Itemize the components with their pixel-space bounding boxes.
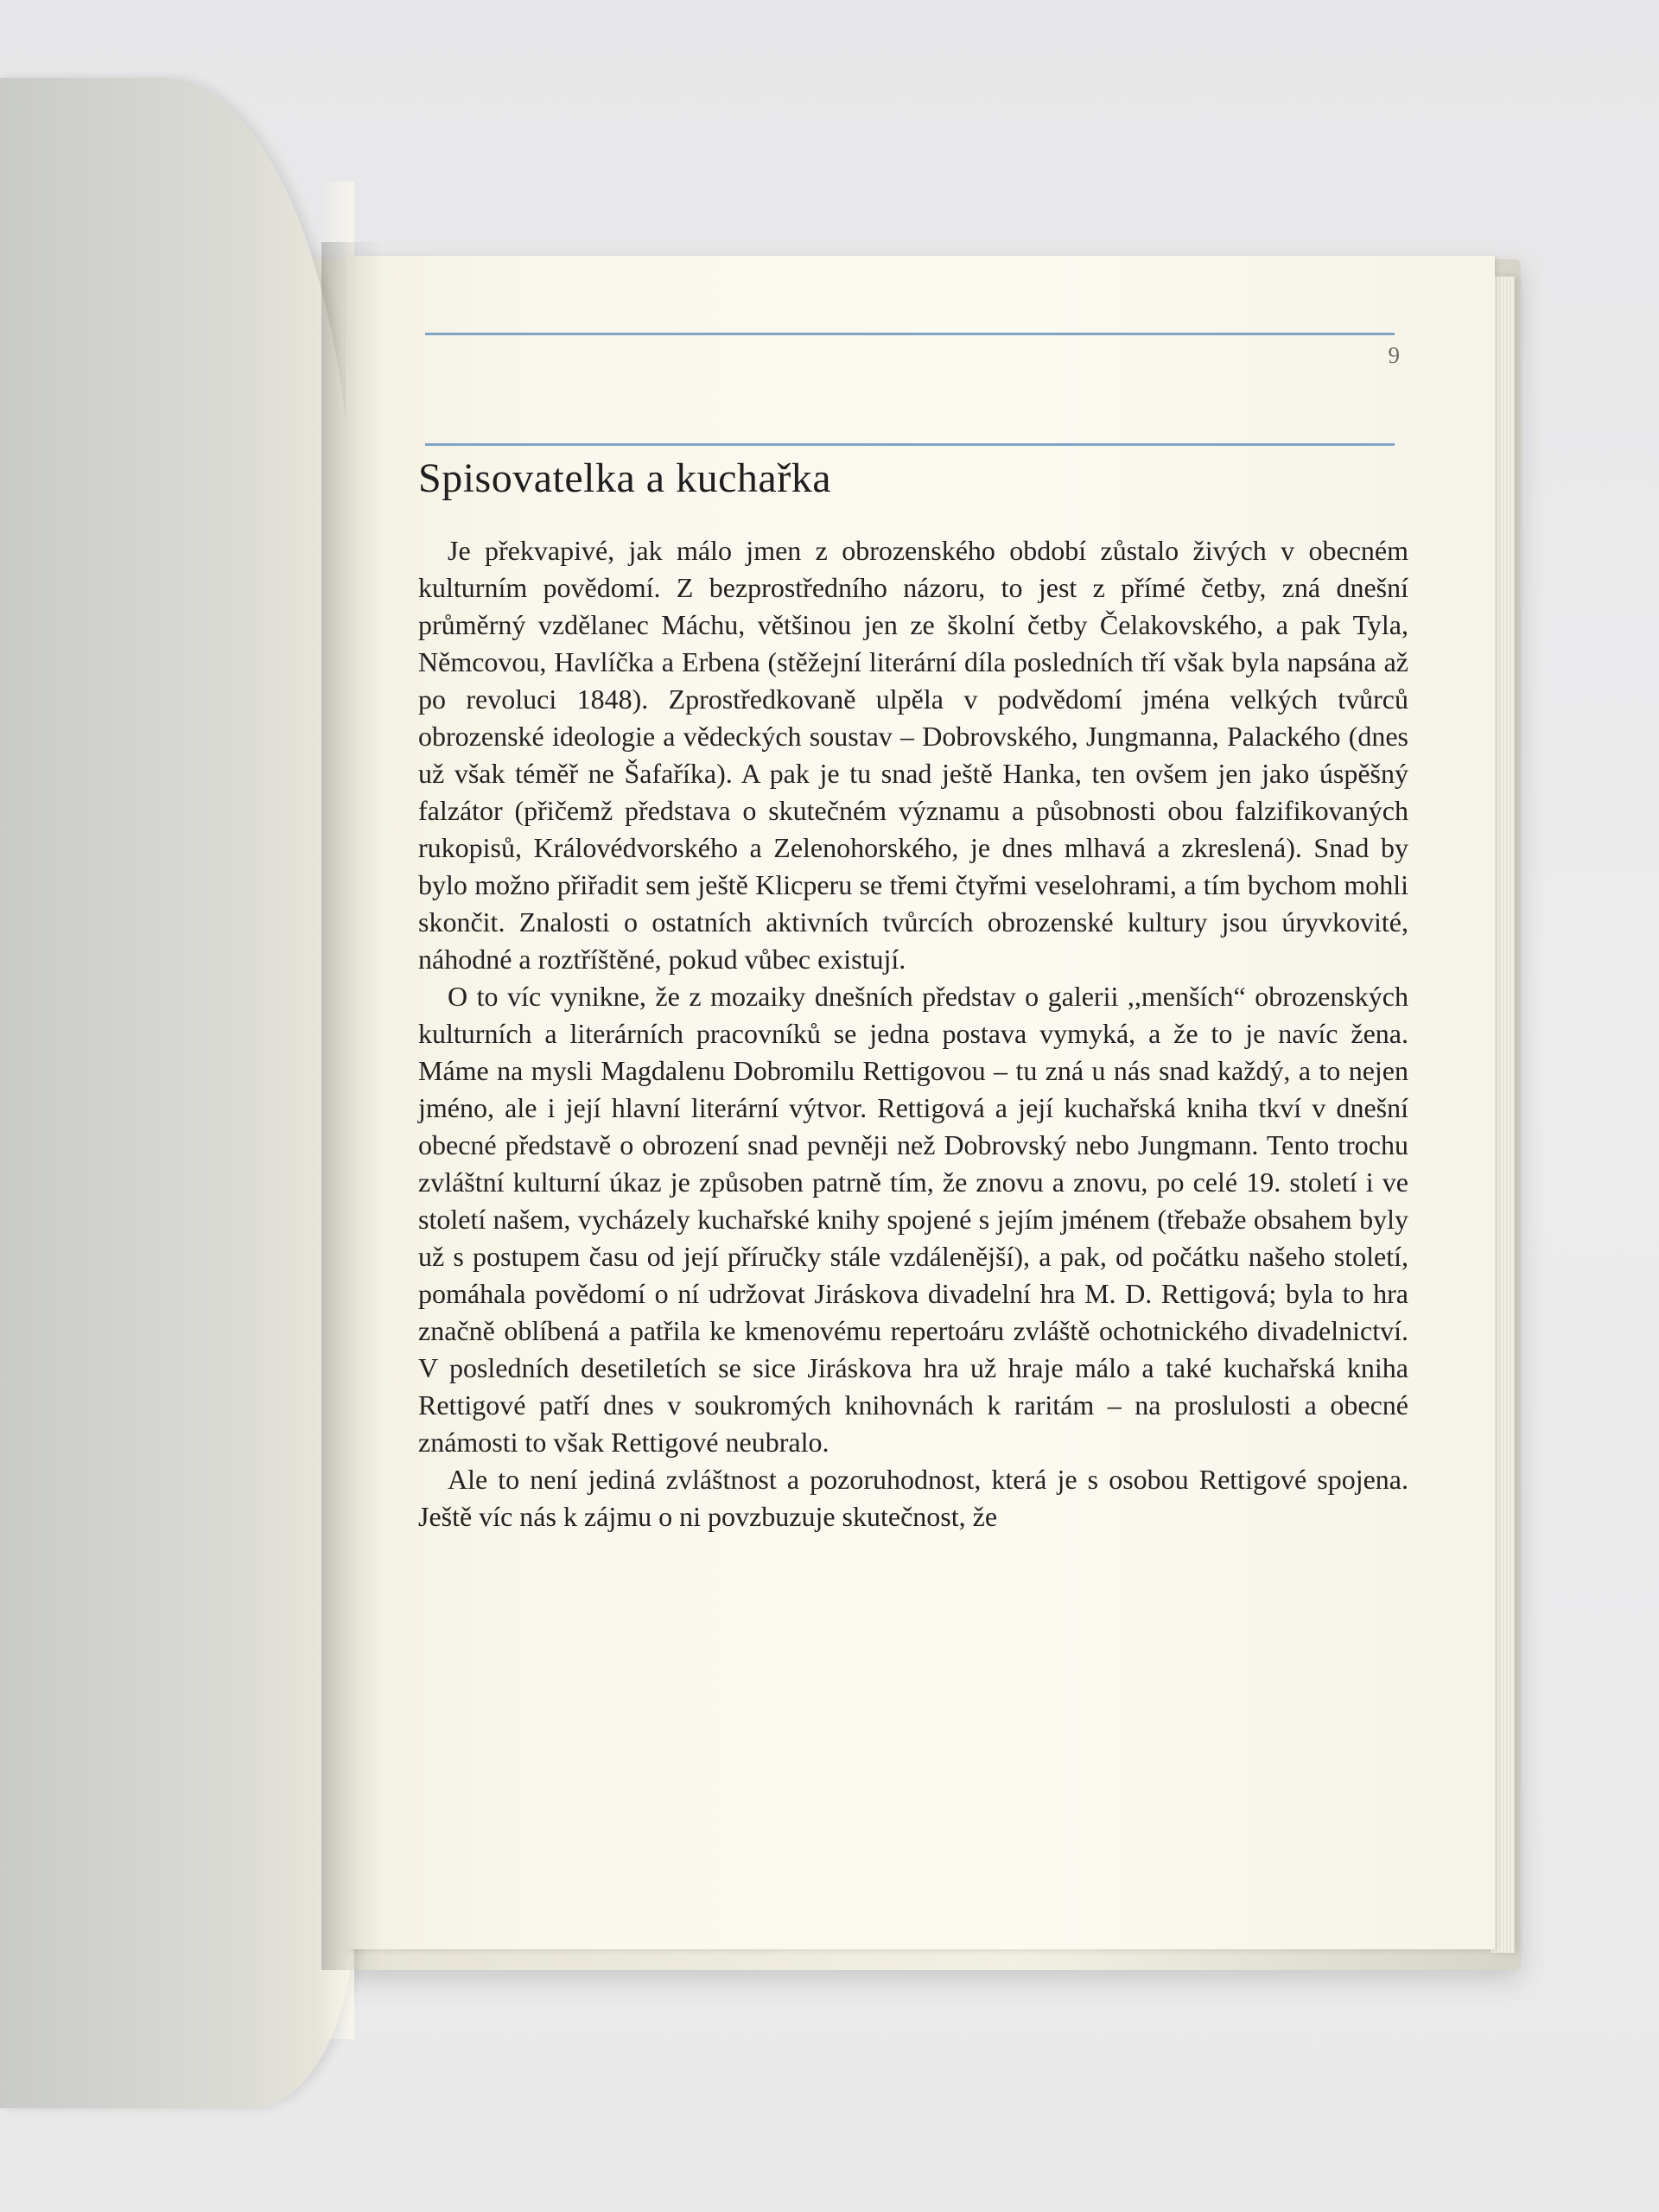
left-page-curl [0, 78, 354, 2108]
paragraph-2: O to víc vynikne, že z mozaiky dnešních představ o galerii ,,menších“ obrozenských kulturních a literárních pracovníků se jedna postava vymyká, a že to je navíc žena. Máme na mysli Magdalenu Dobromilu Rettigovou – tu zná u nás snad každý, a to nejen jméno, ale i její hlavní literární výtvor. Rettigová a její kuchařská kniha tkví v dnešní obecné představě o obrození snad pevněji než Dobrovský nebo Jungmann. Tento trochu zvláštní kulturní úkaz je způsoben patrně tím, že znovu a znovu, po celé 19. století i ve století našem, vycházely kuchařské knihy spojené s jejím jménem (třebaže obsahem byly už s postupem času od její příručky stále vzdálenější), a pak, od počátku našeho století, pomáhala povědomí o ní udržovat Jiráskova divadelní hra M. D. Rettigová; byla to hra značně oblíbená a patřila ke kmenovému repertoáru zvláště ochotnického divadelnictví. V posledních desetiletích se sice Jiráskova hra už hraje málo a také kuchařská kniha Rettigové patří dnes v soukromých knihovnách k raritám – na proslulosti a obecné známosti to však Rettigové neubralo. [418, 981, 1408, 1458]
header-rule-bottom [425, 443, 1395, 446]
header-rule-top [425, 333, 1395, 335]
paragraph-1: Je překvapivé, jak málo jmen z obrozenského období zůstalo živých v obecném kulturním povědomí. Z bezprostředního názoru, to jest z přímé četby, zná dnešní průměrný vzdělanec Máchu, většinou jen ze školní četby Čelakovského, a pak Tyla, Němcovou, Havlíčka a Erbena (stěžejní literární díla posledních tří však byla napsána až po revoluci 1848). Zprostředkovaně ulpěla v podvědomí jména velkých tvůrců obrozenské ideologie a vědeckých soustav – Dobrovského, Jungmanna, Palackého (dnes už však téměř ne Šafaříka). A pak je tu snad ještě Hanka, ten ovšem jen jako úspěšný falzátor (přičemž představa o skutečném významu a působnosti obou falzifikovaných rukopisů, Královédvorského a Zelenohorského, je dnes mlhavá a zkreslená). Snad by bylo možno přiřadit sem ještě Klicperu se třemi čtyřmi veselohrami, a tím bychom mohli skončit. Znalosti o ostatních aktivních tvůrcích obrozenské kultury jsou úryvkovité, náhodné a roztříštěné, pokud vůbec existují. [418, 535, 1408, 975]
paragraph-3: Ale to není jediná zvláštnost a pozoruhodnost, která je s osobou Rettigové spojena. Ještě víc nás k zájmu o ni povzbuzuje skutečnost, že [418, 1464, 1408, 1532]
page-number: 9 [1388, 342, 1400, 368]
body-text [418, 532, 1408, 1535]
spine-shadow [321, 242, 382, 1970]
chapter-title: Spisovatelka a kuchařka [418, 455, 831, 501]
